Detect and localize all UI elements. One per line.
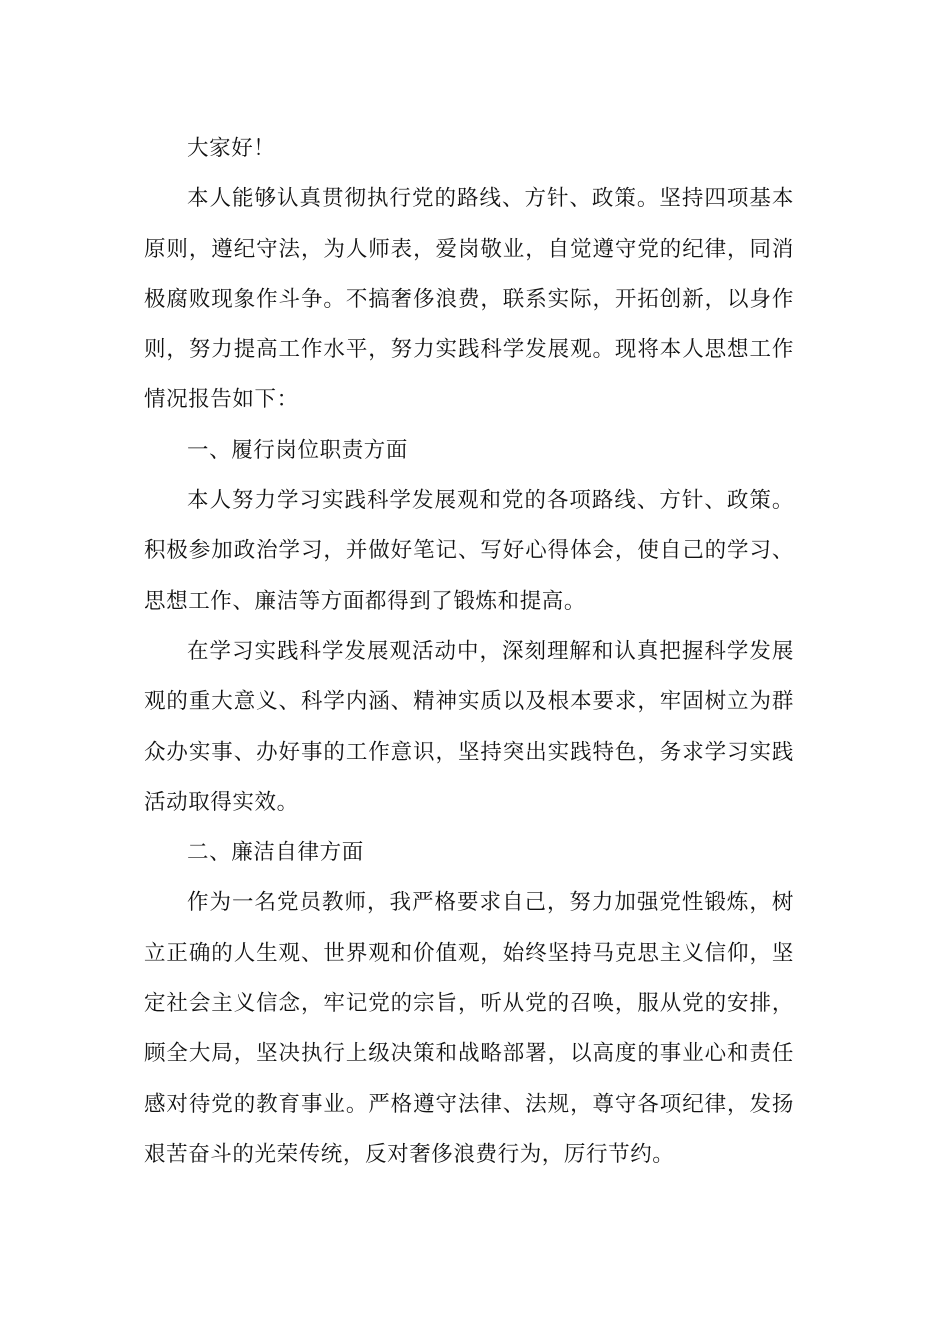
body-paragraph: 在学习实践科学发展观活动中，深刻理解和认真把握科学发展观的重大意义、科学内涵、精神实质以及根本要求，牢固树立为群众办实事、办好事的工作意识，坚持突出实践特色，务求学习实践活动取得实效。 [144, 638, 794, 815]
body-paragraph: 本人努力学习实践科学发展观和党的各项路线、方针、政策。积极参加政治学习，并做好笔记、写好心得体会，使自己的学习、思想工作、廉洁等方面都得到了锻炼和提高。 [144, 488, 794, 614]
greeting-paragraph: 大家好！ [187, 136, 276, 161]
section-heading-1: 一、履行岗位职责方面 [187, 437, 409, 463]
document-body [144, 124, 794, 1180]
body-paragraph: 作为一名党员教师，我严格要求自己，努力加强党性锻炼，树立正确的人生观、世界观和价值观，始终坚持马克思主义信仰，坚定社会主义信念，牢记党的宗旨，听从党的召唤，服从党的安排，顾全大局，坚决执行上级决策和战略部署，以高度的事业心和责任感对待党的教育事业。严格遵守法律、法规，尊守各项纪律，发扬艰苦奋斗的光荣传统，反对奢侈浪费行为，厉行节约。 [144, 890, 794, 1167]
section-heading-2: 二、廉洁自律方面 [187, 840, 364, 866]
intro-paragraph: 本人能够认真贯彻执行党的路线、方针、政策。坚持四项基本原则，遵纪守法，为人师表，爱岗敬业，自觉遵守党的纪律，同消极腐败现象作斗争。不搞奢侈浪费，联系实际，开拓创新，以身作则，努力提高工作水平，努力实践科学发展观。现将本人思想工作情况报告如下： [144, 186, 794, 413]
